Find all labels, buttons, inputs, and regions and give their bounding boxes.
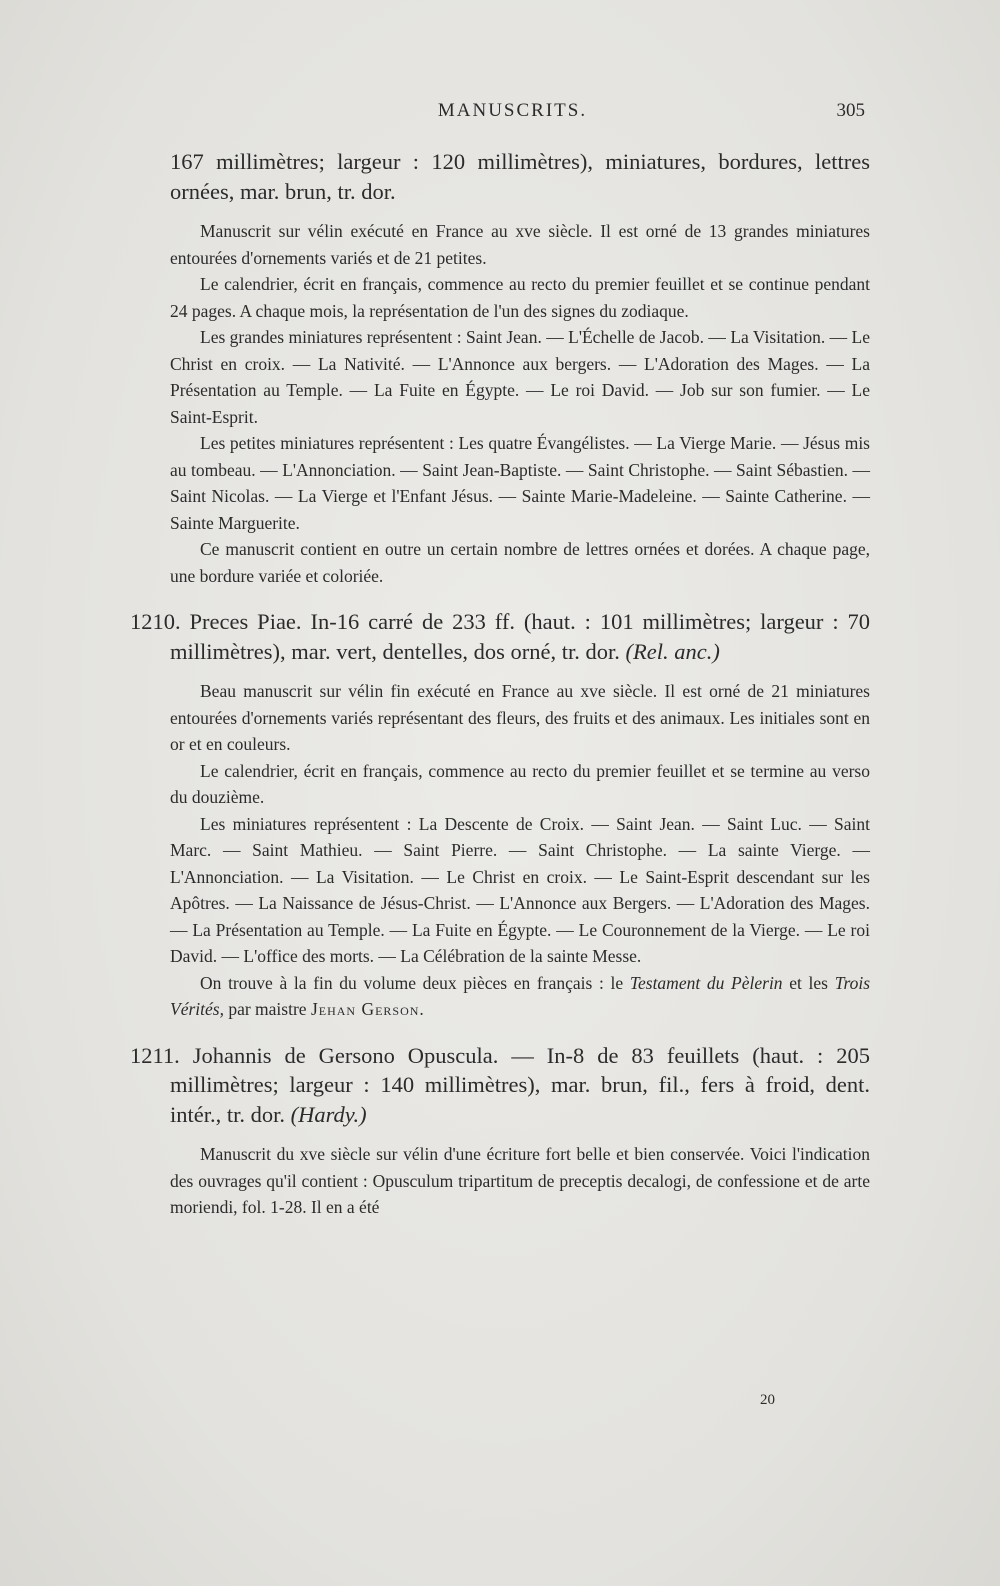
entry-note: Ce manuscrit contient en outre un certain nombre de lettres ornées et dorées. A chaque page, une bordure variée et coloriée. bbox=[170, 539, 870, 586]
catalog-entry-1210 bbox=[130, 607, 870, 666]
entry-note: Manuscrit du xve siècle sur vélin d'une écriture fort belle et bien conservée. Voici l'indication des ouvrages qu'il contient : Opusculum tripartitum de preceptis decalogi, de confessione et de arte moriendi, fol. 1-28. Il en a été bbox=[170, 1144, 870, 1217]
catalog-entry-1211 bbox=[130, 1041, 870, 1130]
page-header bbox=[160, 100, 865, 130]
entry-number: 1211. bbox=[130, 1042, 180, 1068]
entry-description: 167 millimètres; largeur : 120 millimètres), miniatures, bordures, lettres ornées, mar. brun, tr. dor. bbox=[170, 149, 870, 204]
entry-note: Le calendrier, écrit en français, commence au recto du premier feuillet et se continue pendant 24 pages. A chaque mois, la représentation de l'un des signes du zodiaque. bbox=[170, 274, 870, 321]
entry-note: Beau manuscrit sur vélin fin exécuté en France au xve siècle. Il est orné de 21 miniatures entourées d'ornements variés représentant des fleurs, des fruits et des animaux. Les initiales sont en or et en couleurs. bbox=[170, 681, 870, 754]
signature-mark: 20 bbox=[760, 1392, 775, 1408]
work-title: Testament du Pèlerin bbox=[629, 972, 783, 993]
entry-description: Johannis de Gersono Opuscula. — In-8 de 83 feuillets (haut. : 205 millimètres; largeur : 140 millimètres), mar. brun, fil., fers à froid, dent. intér., tr. dor. bbox=[170, 1042, 871, 1127]
binding-note: (Hardy.) bbox=[290, 1101, 367, 1127]
entry-description: Preces Piae. In-16 carré de 233 ff. (haut. : 101 millimètres; largeur : 70 millimètres), mar. vert, dentelles, dos orné, tr. dor. bbox=[170, 609, 870, 664]
entry-number: 1210. bbox=[130, 609, 181, 634]
running-title: MANUSCRITS. bbox=[437, 100, 588, 121]
entry-note: Les petites miniatures représentent : Les quatre Évangélistes. — La Vierge Marie. — Jésus mis au tombeau. — L'Annonciation. — Saint Jean-Baptiste. — Saint Christophe. — Saint Sébastien. — Saint Nicolas. — La Vierge et l'Enfant Jésus. — Sainte Marie-Madeleine. — Sainte Catherine. — Sainte Marguerite. bbox=[170, 433, 870, 533]
work-title: Trois Vérités, bbox=[170, 972, 871, 1019]
entry-note-gerson: On trouve à la fin du volume deux pièces en français : le Testament du Pèlerin et les Trois Vérités, par maistre Jehan Gerson. bbox=[170, 972, 871, 1019]
binding-note: (Rel. anc.) bbox=[625, 638, 720, 664]
entry-note: Manuscrit sur vélin exécuté en France au xve siècle. Il est orné de 13 grandes miniatures entourées d'ornements variés et de 21 petites. bbox=[170, 221, 870, 268]
author-name: Jehan Gerson. bbox=[310, 999, 425, 1019]
page-number: 305 bbox=[836, 100, 865, 121]
entry-note: Le calendrier, écrit en français, commence au recto du premier feuillet et se termine au verso du douzième. bbox=[170, 760, 870, 807]
entry-note: Les grandes miniatures représentent : Saint Jean. — L'Échelle de Jacob. — La Visitation. — Le Christ en croix. — La Nativité. — L'Annonce aux bergers. — L'Adoration des Mages. — La Présentation au Temple. — La Fuite en Égypte. — Le roi David. — Job sur son fumier. — Le Saint-Esprit. bbox=[170, 327, 870, 427]
page-body bbox=[130, 147, 870, 1221]
entry-note: Les miniatures représentent : La Descente de Croix. — Saint Jean. — Saint Luc. — Saint Marc. — Saint Mathieu. — Saint Pierre. — Saint Christophe. — La sainte Vierge. — L'Annonciation. — La Visitation. — Le Christ en croix. — Le Saint-Esprit descendant sur les Apôtres. — La Naissance de Jésus-Christ. — L'Annonce aux Bergers. — L'Adoration des Mages. — La Présentation au Temple. — La Fuite en Égypte. — Le Couronnement de la Vierge. — Le roi David. — L'office des morts. — La Célébration de la sainte Messe. bbox=[170, 813, 870, 966]
